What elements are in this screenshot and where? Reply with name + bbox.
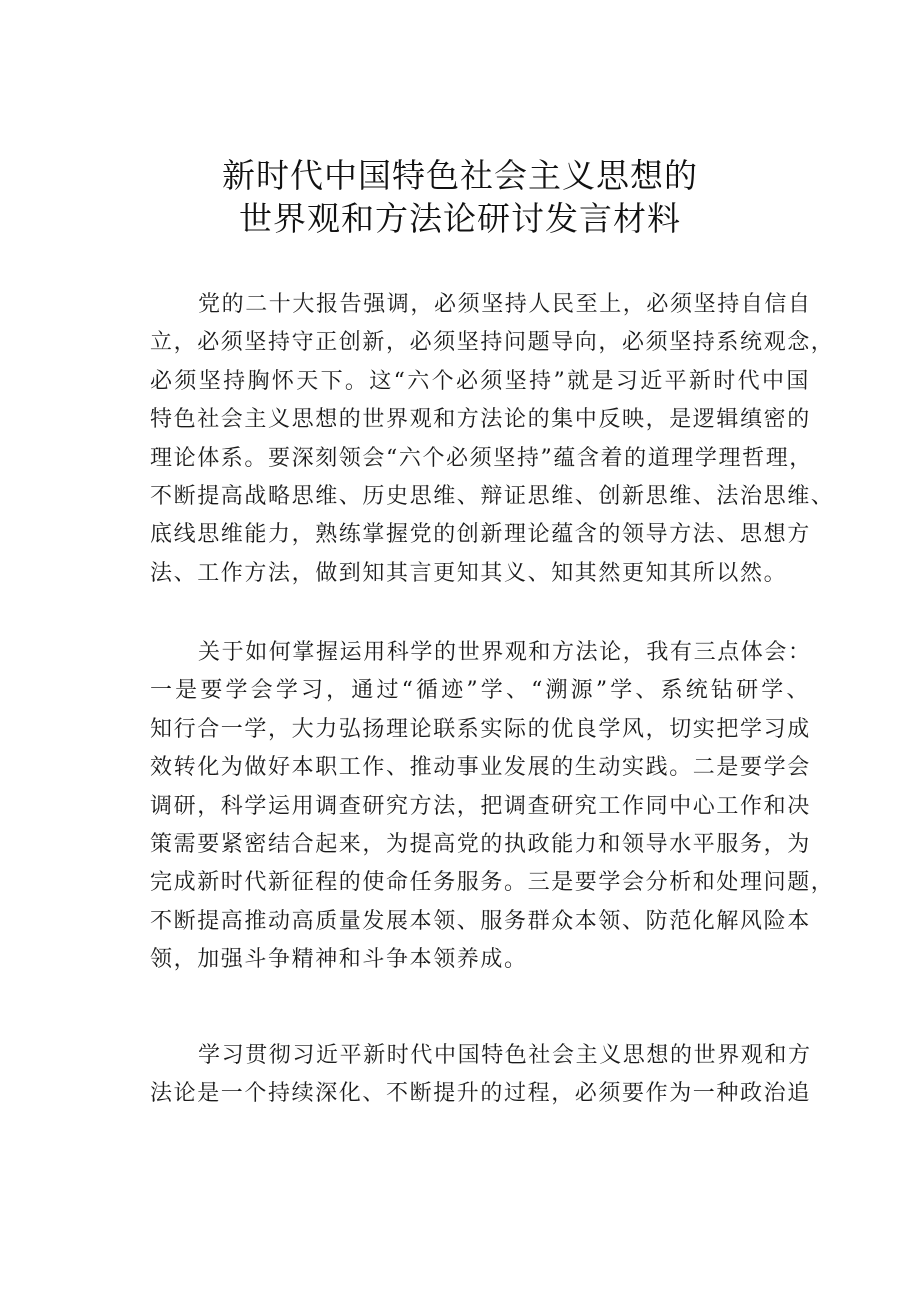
paragraph-line: 法、工作方法，做到知其言更知其义、知其然更知其所以然。 xyxy=(150,560,788,586)
paragraph-line: 调研，科学运用调查研究方法，把调查研究工作同中心工作和决 xyxy=(150,793,811,819)
paragraph-3 xyxy=(150,1037,810,1114)
document-title-line-1: 新时代中国特色社会主义思想的 xyxy=(222,156,698,195)
paragraph-line: 必须坚持胸怀天下。这“六个必须坚持”就是习近平新时代中国 xyxy=(150,368,810,394)
document-title-line-2: 世界观和方法论研讨发言材料 xyxy=(239,199,681,238)
paragraph-line: 理论体系。要深刻领会“六个必须坚持”蕴含着的道理学理哲理， xyxy=(150,445,813,471)
paragraph-line: 关于如何掌握运用科学的世界观和方法论，我有三点体会： xyxy=(198,640,812,665)
paragraph-2 xyxy=(150,634,835,980)
paragraph-line: 领，加强斗争精神和斗争本领养成。 xyxy=(150,947,528,973)
paragraph-1 xyxy=(150,286,835,593)
paragraph-line: 完成新时代新征程的使命任务服务。三是要学会分析和处理问题， xyxy=(150,870,835,896)
paragraph-line: 立，必须坚持守正创新，必须坚持问题导向，必须坚持系统观念， xyxy=(150,330,835,356)
paragraph-line: 策需要紧密结合起来，为提高党的执政能力和领导水平服务，为 xyxy=(150,831,811,857)
paragraph-line: 法论是一个持续深化、不断提升的过程，必须要作为一种政治追 xyxy=(150,1081,811,1107)
paragraph-line: 底线思维能力，熟练掌握党的创新理论蕴含的领导方法、思想方 xyxy=(150,522,811,548)
paragraph-line: 特色社会主义思想的世界观和方法论的集中反映，是逻辑缜密的 xyxy=(150,407,811,433)
paragraph-line: 党的二十大报告强调，必须坚持人民至上，必须坚持自信自 xyxy=(198,292,812,317)
paragraph-line: 一是要学会学习，通过“循迹”学、“溯源”学、系统钻研学、 xyxy=(150,678,810,704)
paragraph-line: 不断提高战略思维、历史思维、辩证思维、创新思维、法治思维、 xyxy=(150,483,835,509)
paragraph-line: 知行合一学，大力弘扬理论联系实际的优良学风，切实把学习成 xyxy=(150,716,811,742)
paragraph-line: 不断提高推动高质量发展本领、服务群众本领、防范化解风险本 xyxy=(150,908,811,934)
paragraph-line: 效转化为做好本职工作、推动事业发展的生动实践。二是要学会 xyxy=(150,755,811,781)
paragraph-line: 学习贯彻习近平新时代中国特色社会主义思想的世界观和方 xyxy=(198,1043,812,1068)
